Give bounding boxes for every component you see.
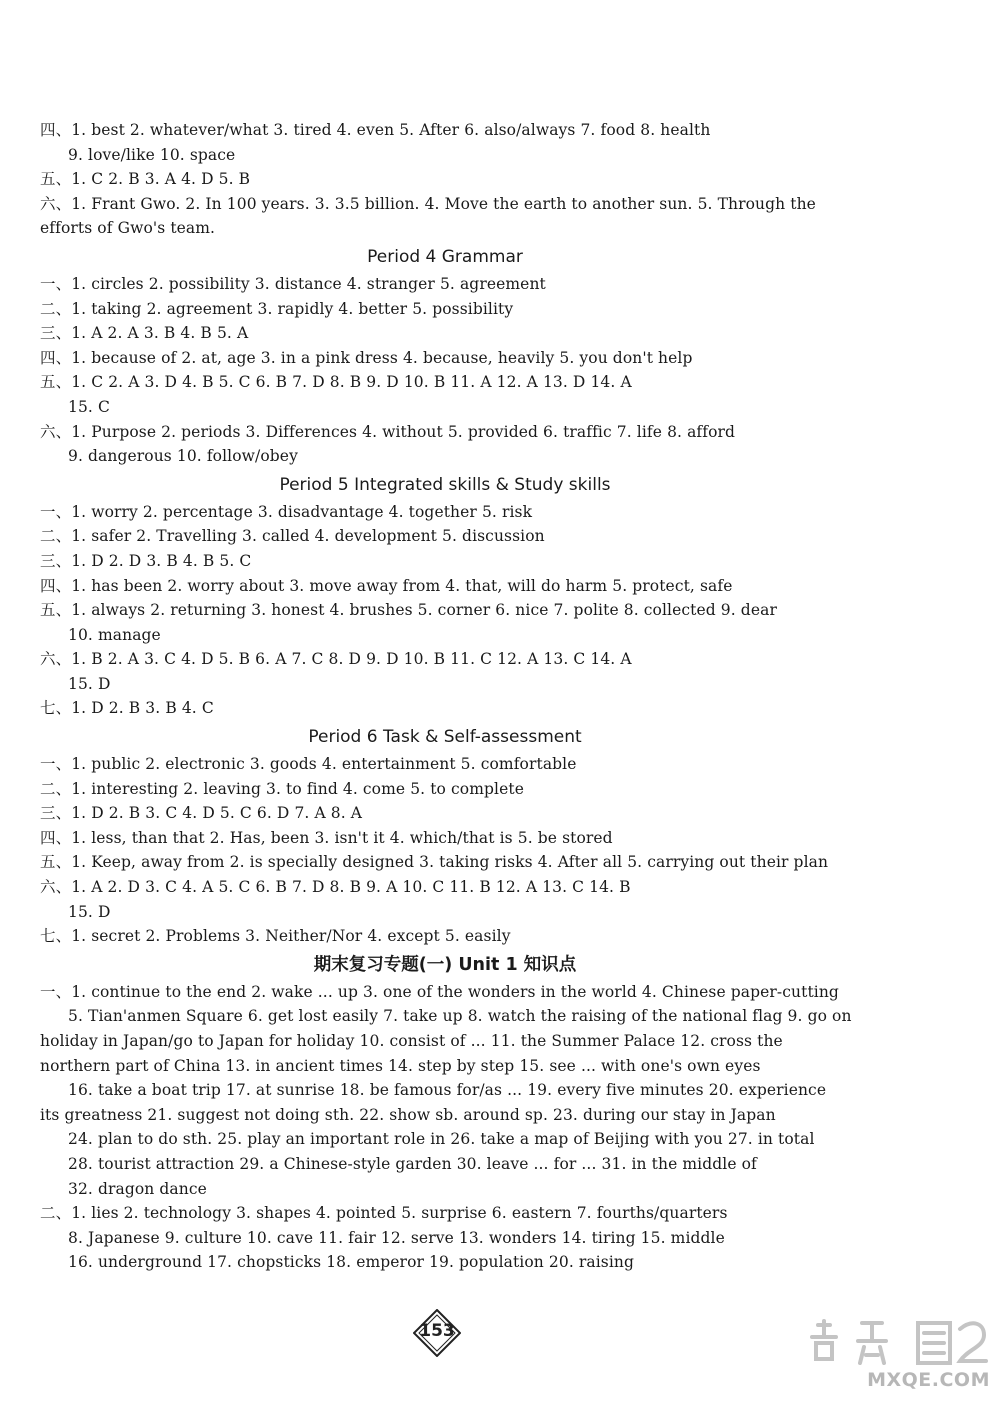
answer-line: 六、1. A 2. D 3. C 4. A 5. C 6. B 7. D 8. B 9. A 10. C 11. B 12. A 13. C 14. B: [40, 878, 631, 897]
answer-line: 六、1. Purpose 2. periods 3. Differences 4. without 5. provided 6. traffic 7. life 8. afford: [40, 422, 736, 441]
answer-line: 5. Tian'anmen Square 6. get lost easily 7. take up 8. watch the raising of the national flag 9. go on: [68, 1007, 852, 1026]
answer-line: 六、1. B 2. A 3. C 4. D 5. B 6. A 7. C 8. D 9. D 10. B 11. C 12. A 13. C 14. A: [40, 650, 632, 669]
section-heading: 期末复习专题(一) Unit 1 知识点: [313, 954, 577, 975]
answer-line: 五、1. always 2. returning 3. honest 4. brushes 5. corner 6. nice 7. polite 8. collected 9. dear: [40, 601, 777, 620]
answer-line: 四、1. best 2. whatever/what 3. tired 4. even 5. After 6. also/always 7. food 8. health: [40, 121, 711, 139]
answer-line: 16. take a boat trip 17. at sunrise 18. be famous for/as ... 19. every five minutes 20. experience: [68, 1081, 827, 1100]
answer-line: northern part of China 13. in ancient times 14. step by step 15. see ... with one's own eyes: [40, 1056, 761, 1075]
answer-line: 32. dragon dance: [68, 1179, 207, 1198]
answer-line: its greatness 21. suggest not doing sth. 22. show sb. around sp. 23. during our stay in Japan: [40, 1105, 776, 1124]
watermark-logo-icon: [800, 1315, 990, 1371]
answer-line: 28. tourist attraction 29. a Chinese-style garden 30. leave ... for ... 31. in the middle of: [68, 1154, 757, 1173]
answer-line: 一、1. circles 2. possibility 3. distance 4. stranger 5. agreement: [40, 274, 546, 293]
answer-line: 七、1. secret 2. Problems 3. Neither/Nor 4. except 5. easily: [40, 927, 511, 946]
answer-line: 9. dangerous 10. follow/obey: [68, 447, 298, 466]
page-number-badge: [413, 1309, 461, 1357]
answer-line: 七、1. D 2. B 3. B 4. C: [40, 699, 214, 718]
answer-line: 四、1. has been 2. worry about 3. move away from 4. that, will do harm 5. protect, safe: [40, 576, 733, 595]
answer-line: 五、1. Keep, away from 2. is specially designed 3. taking risks 4. After all 5. carrying out their plan: [40, 853, 829, 872]
section-heading: Period 5 Integrated skills & Study skills: [279, 474, 611, 495]
answer-line: 五、1. C 2. B 3. A 4. D 5. B: [40, 170, 251, 189]
answer-line: 9. love/like 10. space: [68, 145, 236, 164]
answer-line: 15. D: [68, 902, 111, 921]
section-heading: Period 6 Task & Self-assessment: [308, 727, 582, 748]
answer-line: 16. underground 17. chopsticks 18. emperor 19. population 20. raising: [68, 1253, 634, 1272]
answer-line: 一、1. continue to the end 2. wake ... up 3. one of the wonders in the world 4. Chinese paper-cutting: [40, 982, 839, 1001]
answer-line: holiday in Japan/go to Japan for holiday 10. consist of ... 11. the Summer Palace 12. cross the: [40, 1032, 783, 1050]
answer-line: 15. C: [68, 397, 110, 416]
answer-line: 三、1. D 2. D 3. B 4. B 5. C: [40, 551, 252, 570]
answer-line: 一、1. public 2. electronic 3. goods 4. entertainment 5. comfortable: [40, 755, 577, 774]
page-number: 153: [419, 1321, 455, 1341]
answer-line: 二、1. safer 2. Travelling 3. called 4. development 5. discussion: [40, 527, 545, 546]
answer-line: 三、1. A 2. A 3. B 4. B 5. A: [40, 324, 249, 343]
answer-line: 五、1. C 2. A 3. D 4. B 5. C 6. B 7. D 8. B 9. D 10. B 11. A 12. A 13. D 14. A: [40, 373, 632, 392]
answer-line: 四、1. less, than that 2. Has, been 3. isn't it 4. which/that is 5. be stored: [40, 828, 613, 847]
answer-line: 8. Japanese 9. culture 10. cave 11. fair 12. serve 13. wonders 14. tiring 15. middle: [68, 1228, 725, 1247]
answer-line: 二、1. taking 2. agreement 3. rapidly 4. better 5. possibility: [40, 299, 514, 318]
answer-line: 二、1. lies 2. technology 3. shapes 4. pointed 5. surprise 6. eastern 7. fourths/quarters: [40, 1204, 728, 1223]
answer-line: 15. D: [68, 674, 111, 693]
answer-line: 10. manage: [68, 625, 161, 644]
answer-line: 四、1. because of 2. at, age 3. in a pink dress 4. because, heavily 5. you don't help: [40, 348, 693, 367]
answer-line: 三、1. D 2. B 3. C 4. D 5. C 6. D 7. A 8. A: [40, 804, 363, 823]
answer-line: 一、1. worry 2. percentage 3. disadvantage 4. together 5. risk: [40, 502, 533, 521]
answer-line: 六、1. Frant Gwo. 2. In 100 years. 3. 3.5 billion. 4. Move the earth to another sun. 5. Through the: [40, 194, 816, 213]
watermark-text: MXQE.COM: [867, 1369, 990, 1391]
watermark: [800, 1315, 990, 1393]
answer-line: 二、1. interesting 2. leaving 3. to find 4. come 5. to complete: [40, 779, 524, 798]
answer-line: 24. plan to do sth. 25. play an important role in 26. take a map of Beijing with you 27. in total: [68, 1130, 815, 1149]
answer-line: efforts of Gwo's team.: [40, 219, 216, 238]
section-heading: Period 4 Grammar: [367, 246, 523, 267]
answer-content: [40, 118, 850, 1275]
